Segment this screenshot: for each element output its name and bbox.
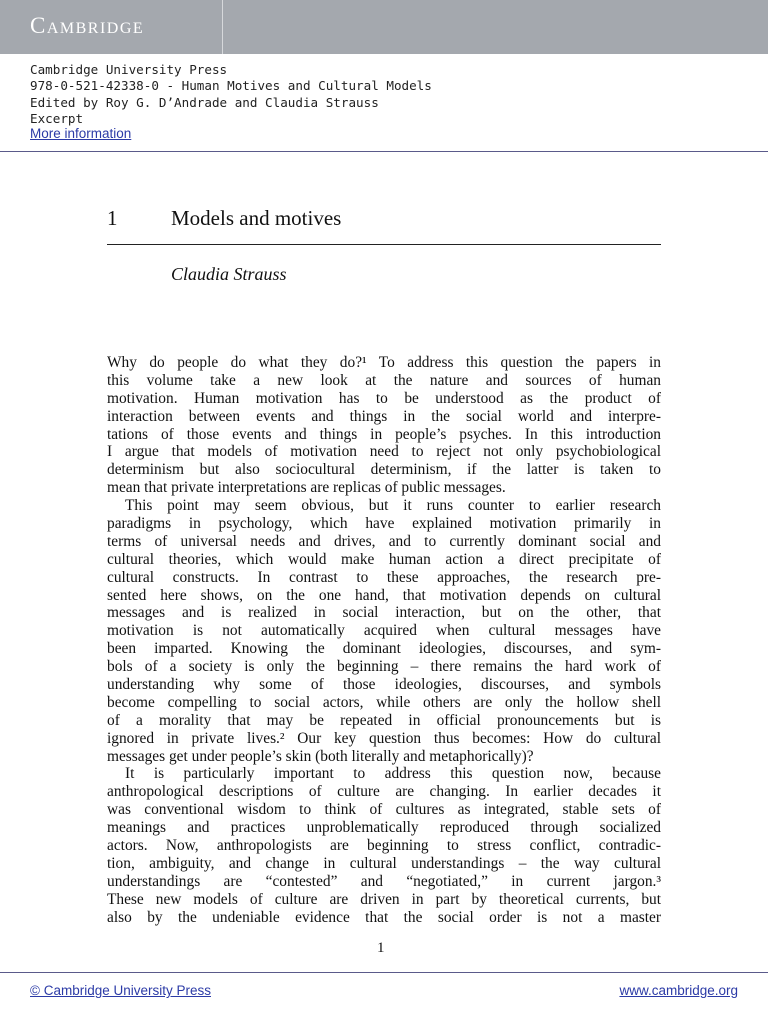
text-line: cultural theories, which would make human action a direct precipitate of: [107, 550, 661, 568]
text-line: Why do people do what they do?¹ To address this question the papers in: [107, 354, 661, 371]
text-line: cultural constructs. In contrast to these approaches, the research pre-: [107, 568, 661, 586]
publisher-line: Cambridge University Press: [30, 62, 228, 77]
text-line: ignored in private lives.² Our key question thus becomes: How do cultural: [107, 729, 661, 747]
text-line: tion, ambiguity, and change in cultural understandings – the way cultural: [107, 854, 661, 872]
text-line: mean that private interpretations are replicas of public messages.: [107, 479, 506, 497]
text-line: sented here shows, on the one hand, that motivation depends on cultural: [107, 586, 661, 604]
text-line: paradigms in psychology, which have explained motivation primarily in: [107, 515, 661, 533]
page-number: 1: [377, 940, 385, 956]
cambridge-logo[interactable]: [0, 0, 223, 54]
text-line: meanings and practices unproblematically reproduced through socialized: [107, 819, 661, 837]
text-line: motivation is not automatically acquired when cultural messages have: [107, 622, 661, 640]
text-line: this volume take a new look at the nature and sources of human: [107, 371, 661, 389]
text-line: understanding why some of those ideologies, discourses, and symbols: [107, 676, 661, 694]
footer-divider: [0, 972, 768, 973]
more-information-link[interactable]: More information: [30, 126, 132, 141]
text-line: was conventional wisdom to think of cultures as integrated, stable sets of: [107, 801, 661, 819]
chapter-number: 1: [107, 206, 118, 230]
text-line: messages get under people’s skin (both literally and metaphorically)?: [107, 747, 534, 765]
text-line: determinism but also sociocultural determinism, if the latter is taken to: [107, 461, 661, 479]
text-line: motivation. Human motivation has to be understood as the product of: [107, 389, 661, 407]
text-line: actors. Now, anthropologists are beginning to stress conflict, contradic-: [107, 837, 661, 855]
text-line: tations of those events and things in people’s psyches. In this introduction: [107, 425, 661, 443]
text-line: This point may seem obvious, but it runs counter to earlier research: [125, 497, 661, 515]
book-metadata: [30, 62, 432, 127]
excerpt-line: Excerpt: [30, 110, 84, 126]
header-divider: [0, 151, 768, 152]
editors-line: Edited by Roy G. D’Andrade and Claudia Strauss: [30, 94, 379, 110]
chapter-title: Models and motives: [171, 206, 342, 230]
top-banner: [0, 0, 768, 54]
copyright-link[interactable]: © Cambridge University Press: [30, 983, 211, 998]
text-line: been imparted. Knowing the dominant ideologies, discourses, and sym-: [107, 640, 661, 658]
text-line: It is particularly important to address this question now, because: [125, 765, 661, 783]
text-line: bols of a society is only the beginning – there remains the hard work of: [107, 658, 661, 676]
text-line: anthropological descriptions of culture are changing. In earlier decades it: [107, 783, 661, 801]
website-link[interactable]: www.cambridge.org: [619, 983, 738, 998]
chapter-rule: [107, 244, 661, 245]
text-line: messages and is realized in social interaction, but on the other, that: [107, 604, 661, 622]
text-line: interaction between events and things in the social world and interpre-: [107, 407, 661, 425]
text-line: These new models of culture are driven in part by theoretical currents, but: [107, 890, 661, 908]
text-line: of a morality that may be repeated in official pronouncements but is: [107, 711, 661, 729]
text-line: also by the undeniable evidence that the social order is not a master: [107, 908, 661, 926]
text-line: terms of universal needs and drives, and to currently dominant social and: [107, 532, 661, 550]
text-line: understandings are “contested” and “negotiated,” in current jargon.³: [107, 872, 661, 890]
text-line: become compelling to social actors, while others are only the hollow shell: [107, 693, 661, 711]
logo-text: Cambridge: [30, 13, 145, 38]
isbn-title-line: 978-0-521-42338-0 - Human Motives and Cultural Models: [30, 78, 432, 94]
body-text: [107, 354, 661, 927]
chapter-author: Claudia Strauss: [171, 264, 287, 284]
text-line: I argue that models of motivation need to reject not only psychobiological: [107, 443, 661, 461]
